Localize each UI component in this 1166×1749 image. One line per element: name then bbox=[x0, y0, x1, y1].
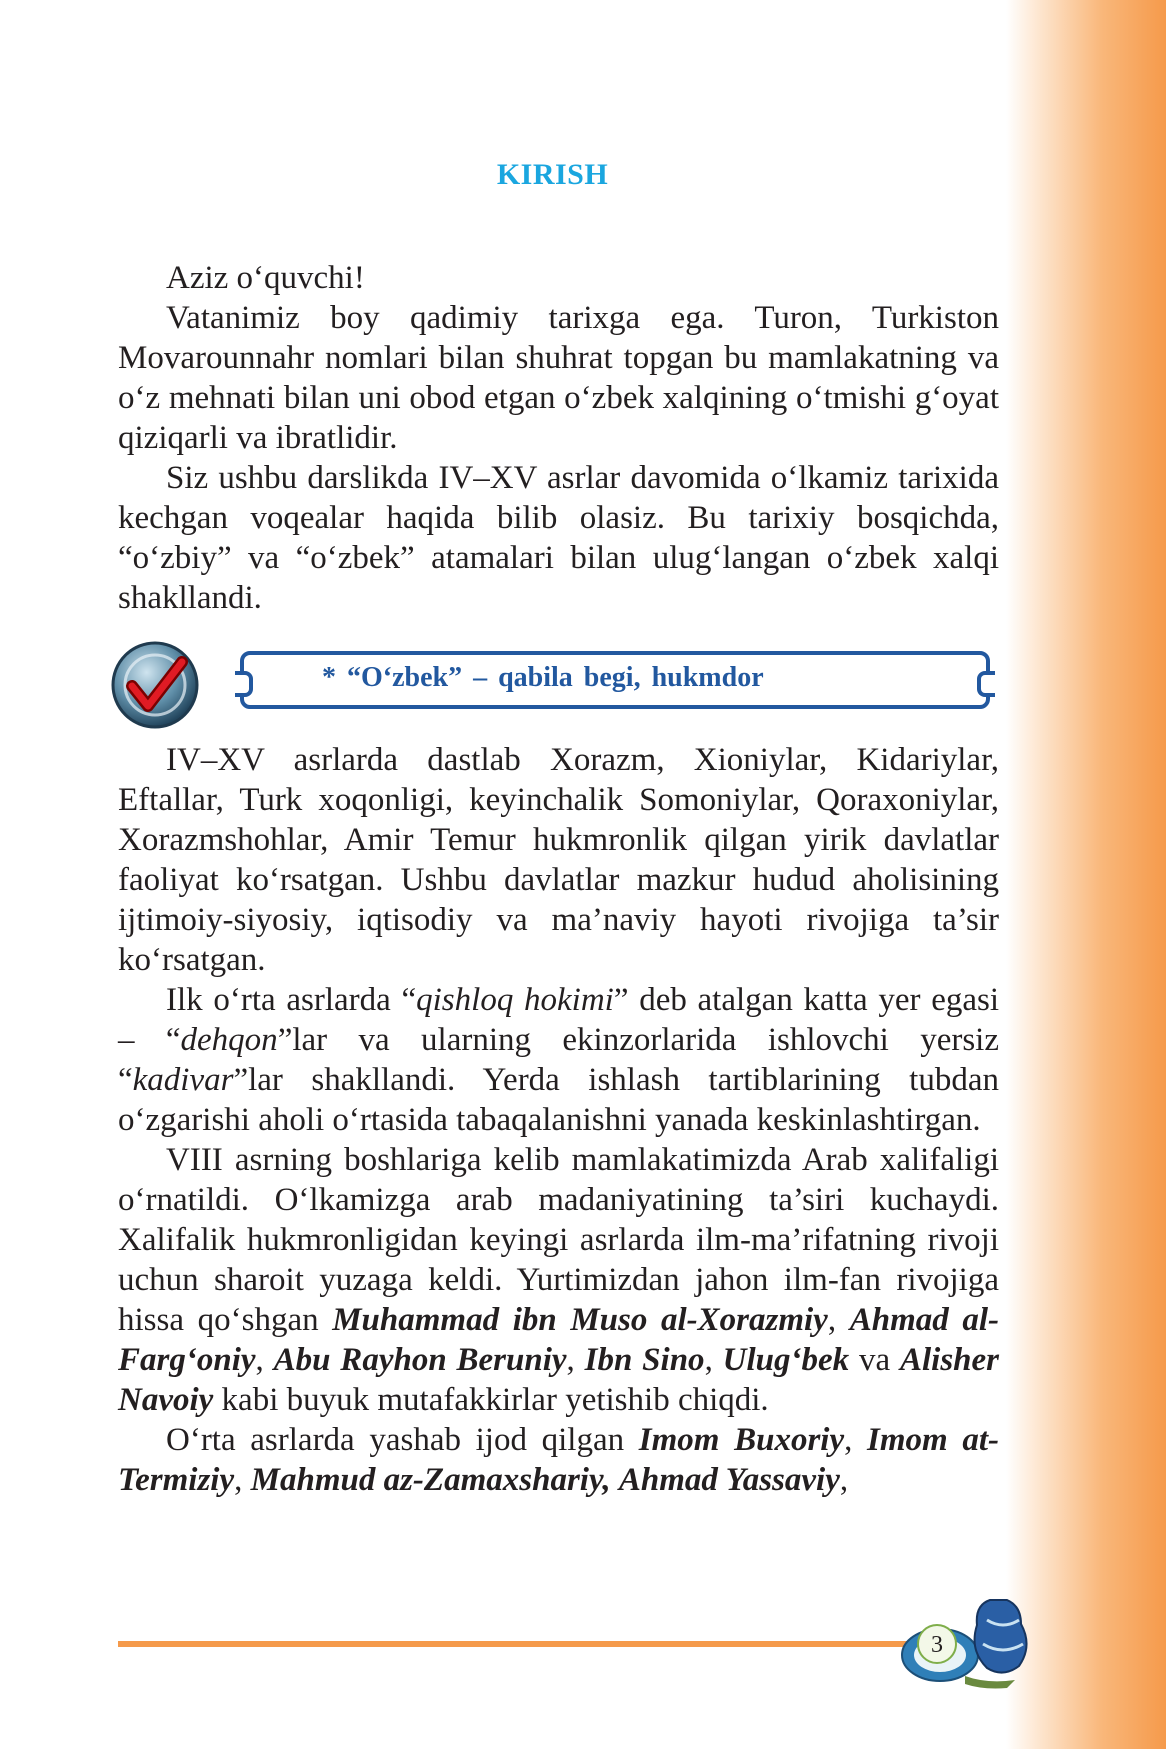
text-span bbox=[611, 1462, 619, 1498]
section-heading: * “O‘zbek” – qabila begi, hukmdor bbox=[322, 662, 764, 693]
text-span: va bbox=[849, 1342, 900, 1378]
name-al-fargoniy: Ahmad al-Farg‘oniy bbox=[118, 1302, 1000, 1378]
section-heading-box bbox=[240, 651, 990, 709]
body-paragraph-3 bbox=[118, 1140, 999, 1420]
name-yassaviy: Ahmad Yassaviy bbox=[618, 1462, 840, 1498]
text-span: , bbox=[566, 1342, 585, 1378]
body-paragraph-4 bbox=[118, 1420, 999, 1500]
name-zamaxshariy: Mahmud az-Zamaxshariy, bbox=[250, 1462, 611, 1498]
text-span: ” deb atalgan katta yer egasi – “ bbox=[118, 982, 999, 1058]
text-span: ”lar shakllandi. Yerda ishlash tartiblarining tubdan o‘zgarishi aholi o‘rtasida tabaqalanishni yanada keskinlashtirgan. bbox=[118, 1062, 999, 1138]
pottery-decoration-icon bbox=[895, 1580, 1035, 1690]
term-dehqon: dehqon bbox=[180, 1022, 278, 1058]
side-gradient-band bbox=[1006, 0, 1166, 1749]
name-ulugbek: Ulug‘bek bbox=[722, 1342, 850, 1378]
text-span: O‘rta asrlarda yashab ijod qilgan bbox=[166, 1422, 639, 1458]
footer-rule bbox=[118, 1641, 918, 1647]
text-span: , bbox=[234, 1462, 251, 1498]
term-qishloq-hokimi: qishloq hokimi bbox=[416, 982, 614, 1018]
intro-text bbox=[118, 258, 999, 618]
text-span: ”lar va ularning ekinzorlarida ishlovchi yersiz “ bbox=[118, 1022, 999, 1098]
intro-paragraph-1: Vatanimiz boy qadimiy tarixga ega. Turon, Turkiston Movarounnahr nomlari bilan shuhrat topgan bu mamlakatning va o‘z mehnati bilan uni obod etgan o‘zbek xalqining o‘tmishi g‘oyat qiziqarli va ibratlidir. bbox=[118, 300, 999, 456]
page-number: 3 bbox=[917, 1624, 957, 1664]
intro-paragraph-2: Siz ushbu darslikda IV–XV asrlar davomida o‘lkamiz tarixida kechgan voqealar haqida bilib olasiz. Bu tarixiy bosqichda, “o‘zbiy” va “o‘zbek” atamalari bilan ulug‘langan o‘zbek xalqi shakllandi. bbox=[118, 460, 999, 616]
page-title: KIRISH bbox=[496, 158, 609, 191]
body-text bbox=[118, 740, 999, 1500]
body-paragraph-2 bbox=[118, 980, 999, 1140]
name-termiziy: Imom at-Termiziy bbox=[118, 1422, 1000, 1498]
text-span: , bbox=[704, 1342, 723, 1378]
text-span: kabi buyuk mutafakkirlar yetishib chiqdi. bbox=[213, 1382, 769, 1418]
term-kadivar: kadivar bbox=[132, 1062, 234, 1098]
text-span: , bbox=[844, 1422, 868, 1458]
name-al-xorazmiy: Muhammad ibn Muso al-Xorazmiy bbox=[332, 1302, 828, 1338]
text-span: , bbox=[827, 1302, 850, 1338]
text-span: , bbox=[255, 1342, 274, 1378]
text-span: Ilk o‘rta asrlarda “ bbox=[166, 982, 417, 1018]
checkmark-badge-icon bbox=[110, 640, 200, 730]
text-span: , bbox=[839, 1462, 849, 1498]
text-span: VIII asrning boshlariga kelib mamlakatimizda Arab xalifaligi o‘rnatildi. O‘lkamizga arab madaniyatining ta’siri kuchaydi. Xalifalik hukmronligidan keyingi asrlarda ilm-ma’rifatning rivoji uchun sharoit yuzaga keldi. Yurtimizdan jahon ilm-fan rivojiga hissa qo‘shgan bbox=[118, 1142, 999, 1338]
greeting: Aziz o‘quvchi! bbox=[166, 260, 365, 296]
name-ibn-sino: Ibn Sino bbox=[584, 1342, 705, 1378]
name-buxoriy: Imom Buxoriy bbox=[638, 1422, 845, 1458]
body-paragraph-1: IV–XV asrlarda dastlab Xorazm, Xioniylar, Kidariylar, Eftallar, Turk xoqonligi, keyinchalik Somoniylar, Qoraxoniylar, Xorazmshohlar, Amir Temur hukmronlik qilgan yirik davlatlar faoliyat ko‘rsatgan. Ushbu davlatlar mazkur hudud aholisining ijtimoiy-siyosiy, iqtisodiy va ma’naviy hayoti rivojiga ta’sir ko‘rsatgan. bbox=[118, 742, 999, 978]
name-beruniy: Abu Rayhon Beruniy bbox=[273, 1342, 567, 1378]
name-navoiy: Alisher Navoiy bbox=[118, 1342, 1000, 1418]
